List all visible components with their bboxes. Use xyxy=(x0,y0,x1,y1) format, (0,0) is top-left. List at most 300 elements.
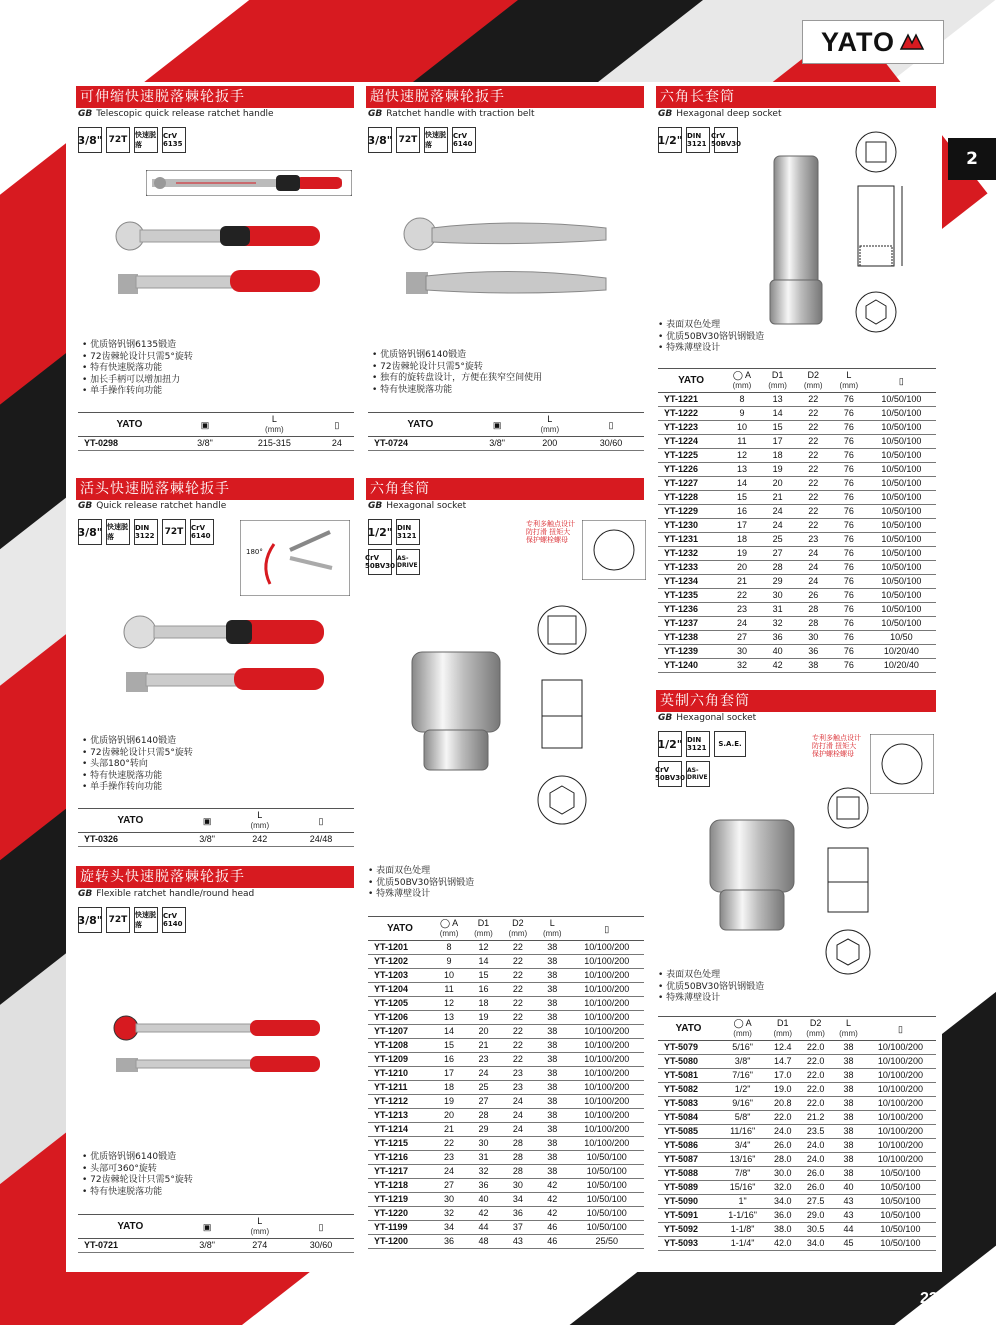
table-row xyxy=(658,477,936,491)
table-header xyxy=(78,413,354,437)
din-badge: DIN 3121 xyxy=(396,519,420,545)
table-row xyxy=(658,617,936,631)
length-value: 38 xyxy=(832,1111,865,1125)
package-qty: 10/100/200 xyxy=(569,983,644,997)
size-a: 3/4" xyxy=(719,1139,766,1153)
table-header xyxy=(368,917,644,941)
length-value: 76 xyxy=(831,477,867,491)
features-list xyxy=(658,320,764,355)
table-row xyxy=(658,589,936,603)
drive-badge: 3/8" xyxy=(368,127,392,153)
d2-value: 27.5 xyxy=(799,1195,832,1209)
d2-value: 29.0 xyxy=(799,1209,832,1223)
package-qty: 24 xyxy=(320,437,354,451)
length-value: 274 xyxy=(232,1239,288,1253)
package-qty: 10/100/200 xyxy=(569,1025,644,1039)
product-code: YT-1199 xyxy=(368,1221,432,1235)
gb-label: GB xyxy=(78,501,93,511)
d1-value: 28 xyxy=(760,561,796,575)
drive-badge: 1/2" xyxy=(368,519,392,545)
spec-badges xyxy=(365,519,438,575)
drive-size: 3/8" xyxy=(181,437,229,451)
d2-value: 22 xyxy=(795,505,831,519)
size-a: 20 xyxy=(432,1109,466,1123)
package-qty: 10/100/200 xyxy=(865,1069,936,1083)
d1-value: 14.7 xyxy=(766,1055,799,1069)
drive-badge: 1/2" xyxy=(658,127,682,153)
product-code: YT-1234 xyxy=(658,575,724,589)
table-row xyxy=(368,1193,644,1207)
length-value: 38 xyxy=(535,983,569,997)
product-code: YT-5090 xyxy=(658,1195,719,1209)
d1-value: 12 xyxy=(466,941,500,955)
size-a: 1-1/8" xyxy=(719,1223,766,1237)
as-drive-badge: AS-DRIVE xyxy=(396,549,420,575)
table-row xyxy=(368,1109,644,1123)
product-code: YT-1202 xyxy=(368,955,432,969)
table-row xyxy=(658,1097,936,1111)
quick-release-badge: 快速脱落 xyxy=(134,127,158,153)
package-qty: 10/50/100 xyxy=(569,1207,644,1221)
length-value: 242 xyxy=(232,833,288,847)
spec-badges xyxy=(78,127,354,153)
d2-value: 22.0 xyxy=(799,1041,832,1055)
flexible-ratchet-image xyxy=(110,1010,330,1080)
page-number: 23 xyxy=(920,1290,938,1307)
size-a: 19 xyxy=(432,1095,466,1109)
teeth-badge: 72T xyxy=(106,907,130,933)
size-a: 13/16" xyxy=(719,1153,766,1167)
package-qty: 10/50/100 xyxy=(569,1151,644,1165)
callout-text: 专利多触点设计 防打滑 扭矩大 保护螺栓螺母 xyxy=(526,520,575,544)
section-subtitle xyxy=(76,108,354,121)
crv-badge: CrV 6135 xyxy=(162,127,186,153)
package-qty: 10/100/200 xyxy=(569,1039,644,1053)
section-subtitle xyxy=(656,108,936,121)
table-row xyxy=(658,645,936,659)
length-label: L xyxy=(547,414,553,424)
crv-badge: CrV 6140 xyxy=(190,519,214,545)
d2-value: 22.0 xyxy=(799,1055,832,1069)
package-qty: 10/50/100 xyxy=(865,1181,936,1195)
english-title: Ratchet handle with traction belt xyxy=(386,109,535,119)
section-flexible-ratchet xyxy=(76,866,354,933)
quick-release-badge: 快速脱落 xyxy=(106,519,130,545)
d1-value: 44 xyxy=(466,1221,500,1235)
package-qty: 10/100/200 xyxy=(569,1123,644,1137)
brand-header xyxy=(78,1215,183,1239)
crv-badge: CrV 6140 xyxy=(162,907,186,933)
product-code: YT-1214 xyxy=(368,1123,432,1137)
product-code: YT-5087 xyxy=(658,1153,719,1167)
product-code: YT-1208 xyxy=(368,1039,432,1053)
size-a: 1-1/16" xyxy=(719,1209,766,1223)
spec-table xyxy=(78,412,354,451)
package-qty: 10/50/100 xyxy=(867,393,936,407)
table-row xyxy=(368,1221,644,1235)
english-title: Telescopic quick release ratchet handle xyxy=(96,109,274,119)
drive-badge: 1/2" xyxy=(658,731,682,757)
size-a: 17 xyxy=(432,1067,466,1081)
length-value: 38 xyxy=(832,1139,865,1153)
feature-item: • 特有快速脱落功能 xyxy=(82,1187,193,1199)
hex-socket-diagram xyxy=(516,600,616,840)
length-value: 76 xyxy=(831,519,867,533)
drive-header: ▣ xyxy=(181,413,229,437)
product-code: YT-1203 xyxy=(368,969,432,983)
spec-table xyxy=(368,412,644,451)
size-a: 19 xyxy=(724,547,760,561)
d2-value: 30 xyxy=(795,631,831,645)
length-value: 38 xyxy=(832,1125,865,1139)
brand-header xyxy=(78,413,181,437)
package-icon: ▯ xyxy=(288,1215,354,1239)
length-value: 76 xyxy=(831,547,867,561)
size-a: 15 xyxy=(432,1039,466,1053)
quick-release-ratchet-image xyxy=(116,612,336,696)
unit-label: (mm) xyxy=(250,821,270,830)
column-header-a: ◯ A (mm) xyxy=(432,917,466,941)
product-code: YT-1231 xyxy=(658,533,724,547)
package-qty: 10/100/200 xyxy=(865,1153,936,1167)
table-row xyxy=(368,1179,644,1193)
package-qty: 10/100/200 xyxy=(865,1055,936,1069)
package-qty: 10/50/100 xyxy=(867,421,936,435)
traction-ratchet-image xyxy=(396,210,626,310)
product-code: YT-1206 xyxy=(368,1011,432,1025)
d2-value: 26.0 xyxy=(799,1167,832,1181)
package-qty: 10/50/100 xyxy=(569,1221,644,1235)
package-qty: 10/50/100 xyxy=(865,1167,936,1181)
product-code: YT-1205 xyxy=(368,997,432,1011)
section-title: 可伸缩快速脱落棘轮扳手 xyxy=(76,86,354,108)
size-a: 13 xyxy=(432,1011,466,1025)
length-value: 76 xyxy=(831,393,867,407)
table-row xyxy=(658,1041,936,1055)
length-value: 38 xyxy=(535,997,569,1011)
feature-item: • 单手操作转向功能 xyxy=(82,782,193,794)
size-a: 9 xyxy=(432,955,466,969)
d2-value: 23 xyxy=(795,533,831,547)
feature-item: • 特殊薄壁设计 xyxy=(658,343,764,355)
size-a: 5/8" xyxy=(719,1111,766,1125)
drive-size: 3/8" xyxy=(183,833,232,847)
table-row xyxy=(658,505,936,519)
package-qty: 30/60 xyxy=(578,437,644,451)
d1-value: 24.0 xyxy=(766,1125,799,1139)
size-a: 27 xyxy=(432,1179,466,1193)
product-code: YT-1215 xyxy=(368,1137,432,1151)
din-badge: DIN 3121 xyxy=(686,731,710,757)
product-code: YT-1228 xyxy=(658,491,724,505)
table-row xyxy=(658,1125,936,1139)
d2-value: 30.5 xyxy=(799,1223,832,1237)
length-value: 38 xyxy=(535,969,569,983)
page-category: 套筒及组套 xyxy=(68,44,134,59)
d2-value: 43 xyxy=(501,1235,535,1249)
product-code: YT-1230 xyxy=(658,519,724,533)
size-a: 27 xyxy=(724,631,760,645)
package-qty: 10/50/100 xyxy=(867,505,936,519)
package-qty: 10/50/100 xyxy=(867,477,936,491)
features-list xyxy=(368,866,474,901)
feature-item: • 特有快速脱落功能 xyxy=(372,385,542,397)
brand-label: YATO xyxy=(116,419,143,430)
gb-label: GB xyxy=(658,713,673,723)
d1-value: 24 xyxy=(760,505,796,519)
rotation-angle: 180° xyxy=(246,548,263,556)
size-a: 22 xyxy=(724,589,760,603)
spec-table xyxy=(658,368,936,673)
length-value: 76 xyxy=(831,421,867,435)
size-a: 20 xyxy=(724,561,760,575)
d1-value: 24 xyxy=(466,1067,500,1081)
package-qty: 10/100/200 xyxy=(569,969,644,983)
length-value: 45 xyxy=(832,1237,865,1251)
table-row xyxy=(658,547,936,561)
d2-value: 28 xyxy=(501,1151,535,1165)
d1-value: 28.0 xyxy=(766,1153,799,1167)
length-header xyxy=(232,1215,288,1239)
package-qty: 10/100/200 xyxy=(569,941,644,955)
length-value: 76 xyxy=(831,589,867,603)
d1-value: 28 xyxy=(466,1109,500,1123)
d1-value: 36 xyxy=(466,1179,500,1193)
length-value: 76 xyxy=(831,659,867,673)
table-row xyxy=(658,1069,936,1083)
feature-item: • 表面双色处理 xyxy=(658,320,764,332)
length-value: 200 xyxy=(522,437,578,451)
product-code: YT-5091 xyxy=(658,1209,719,1223)
d1-value: 42 xyxy=(760,659,796,673)
length-value: 40 xyxy=(832,1181,865,1195)
logo-text: YATO xyxy=(820,26,896,57)
d1-value: 40 xyxy=(760,645,796,659)
package-qty: 10/50/100 xyxy=(867,449,936,463)
product-code: YT-5082 xyxy=(658,1083,719,1097)
table-row xyxy=(658,659,936,673)
length-value: 76 xyxy=(831,575,867,589)
package-qty: 10/100/200 xyxy=(865,1083,936,1097)
d1-value: 24 xyxy=(760,519,796,533)
spec-badges xyxy=(78,907,354,933)
table-row xyxy=(368,1081,644,1095)
unit-label: (mm) xyxy=(250,1227,270,1236)
length-value: 76 xyxy=(831,463,867,477)
table-row xyxy=(368,955,644,969)
length-value: 42 xyxy=(535,1179,569,1193)
package-qty: 10/20/40 xyxy=(867,645,936,659)
feature-item: • 特殊薄壁设计 xyxy=(368,889,474,901)
drive-badge: 3/8" xyxy=(78,127,102,153)
hex-socket-image xyxy=(408,646,504,776)
product-code: YT-1235 xyxy=(658,589,724,603)
size-a: 8 xyxy=(432,941,466,955)
d1-value: 32 xyxy=(466,1165,500,1179)
d1-value: 31 xyxy=(760,603,796,617)
size-a: 23 xyxy=(724,603,760,617)
length-value: 38 xyxy=(535,1039,569,1053)
size-a: 21 xyxy=(724,575,760,589)
feature-item: • 特有快速脱落功能 xyxy=(82,363,193,375)
d1-value: 16 xyxy=(466,983,500,997)
package-qty: 10/50/100 xyxy=(865,1237,936,1251)
d1-value: 31 xyxy=(466,1151,500,1165)
d2-value: 22 xyxy=(501,1025,535,1039)
product-code: YT-1207 xyxy=(368,1025,432,1039)
table-row xyxy=(368,437,644,451)
d2-value: 22 xyxy=(501,997,535,1011)
d2-value: 22 xyxy=(501,1053,535,1067)
table-header xyxy=(368,413,644,437)
d1-value: 20.8 xyxy=(766,1097,799,1111)
d1-value: 32 xyxy=(760,617,796,631)
feature-item: • 优质铬钒钢6135锻造 xyxy=(82,340,193,352)
feature-item: • 优质50BV30铬钒钢锻造 xyxy=(658,332,764,344)
feature-item: • 72齿棘轮设计只需5°旋转 xyxy=(82,1175,193,1187)
din-badge: DIN 3122 xyxy=(134,519,158,545)
english-title: Hexagonal socket xyxy=(386,501,467,511)
d2-value: 22 xyxy=(501,1039,535,1053)
product-code: YT-1233 xyxy=(658,561,724,575)
table-row xyxy=(658,1223,936,1237)
package-qty: 10/100/200 xyxy=(865,1125,936,1139)
product-code: YT-5088 xyxy=(658,1167,719,1181)
sae-badge: S.A.E. xyxy=(714,731,746,757)
table-row xyxy=(658,491,936,505)
size-a: 24 xyxy=(432,1165,466,1179)
table-row xyxy=(368,1137,644,1151)
d1-value: 17 xyxy=(760,435,796,449)
features-list xyxy=(82,340,193,398)
d2-value: 36 xyxy=(795,645,831,659)
length-value: 38 xyxy=(832,1153,865,1167)
product-code: YT-1239 xyxy=(658,645,724,659)
length-value: 76 xyxy=(831,561,867,575)
length-value: 46 xyxy=(535,1235,569,1249)
d1-value: 18 xyxy=(760,449,796,463)
section-title: 旋转头快速脱落棘轮扳手 xyxy=(76,866,354,888)
column-header-d2: D2 (mm) xyxy=(501,917,535,941)
d1-value: 22.0 xyxy=(766,1111,799,1125)
d1-value: 40 xyxy=(466,1193,500,1207)
product-code: YT-1227 xyxy=(658,477,724,491)
length-value: 76 xyxy=(831,449,867,463)
product-code: YT-5093 xyxy=(658,1237,719,1251)
d2-value: 37 xyxy=(501,1221,535,1235)
table-row xyxy=(658,449,936,463)
size-a: 34 xyxy=(432,1221,466,1235)
table-row xyxy=(78,437,354,451)
section-subtitle xyxy=(656,712,936,725)
d1-value: 34.0 xyxy=(766,1195,799,1209)
length-value: 38 xyxy=(535,941,569,955)
length-header xyxy=(232,809,288,833)
package-qty: 10/100/200 xyxy=(569,955,644,969)
size-a: 1-1/4" xyxy=(719,1237,766,1251)
d1-value: 27 xyxy=(760,547,796,561)
package-qty: 10/50/100 xyxy=(867,589,936,603)
length-header xyxy=(522,413,578,437)
d1-value: 21 xyxy=(760,491,796,505)
drive-header: ▣ xyxy=(183,809,232,833)
yato-logo xyxy=(802,20,944,64)
d2-value: 22 xyxy=(501,969,535,983)
table-row xyxy=(658,575,936,589)
product-code: YT-1237 xyxy=(658,617,724,631)
package-qty: 24/48 xyxy=(288,833,354,847)
length-value: 43 xyxy=(832,1195,865,1209)
d2-value: 22 xyxy=(501,955,535,969)
size-a: 32 xyxy=(432,1207,466,1221)
d2-value: 22 xyxy=(795,463,831,477)
size-a: 11 xyxy=(724,435,760,449)
crv-badge: CrV 6140 xyxy=(452,127,476,153)
gb-label: GB xyxy=(368,109,383,119)
table-row xyxy=(78,833,354,847)
size-a: 9 xyxy=(724,407,760,421)
table-row xyxy=(658,1237,936,1251)
length-value: 215-315 xyxy=(229,437,320,451)
sae-socket-diagram xyxy=(810,776,890,996)
d2-value: 22 xyxy=(795,491,831,505)
package-qty: 10/50/100 xyxy=(867,533,936,547)
d2-value: 24 xyxy=(501,1109,535,1123)
teeth-badge: 72T xyxy=(396,127,420,153)
d2-value: 24 xyxy=(795,575,831,589)
d1-value: 29 xyxy=(760,575,796,589)
brand-label: YATO xyxy=(678,375,705,386)
package-qty: 10/50 xyxy=(867,631,936,645)
length-value: 38 xyxy=(535,1151,569,1165)
d2-value: 24 xyxy=(795,547,831,561)
length-value: 38 xyxy=(832,1055,865,1069)
size-a: 10 xyxy=(432,969,466,983)
length-value: 38 xyxy=(535,1067,569,1081)
d2-value: 28 xyxy=(501,1137,535,1151)
table-row xyxy=(368,1067,644,1081)
feature-item: • 加长手柄可以增加扭力 xyxy=(82,375,193,387)
section-title: 六角长套筒 xyxy=(656,86,936,108)
package-qty: 10/50/100 xyxy=(867,603,936,617)
table-row xyxy=(658,603,936,617)
product-code: YT-1210 xyxy=(368,1067,432,1081)
drive-badge: 3/8" xyxy=(78,519,102,545)
package-icon: ▯ xyxy=(569,917,644,941)
size-a: 1/2" xyxy=(719,1083,766,1097)
package-qty: 10/100/200 xyxy=(569,1011,644,1025)
size-a: 13 xyxy=(724,463,760,477)
d1-value: 20 xyxy=(760,477,796,491)
length-value: 38 xyxy=(535,1137,569,1151)
product-code: YT-1204 xyxy=(368,983,432,997)
package-qty: 10/50/100 xyxy=(867,617,936,631)
feature-item: • 单手操作转向功能 xyxy=(82,386,193,398)
column-header-l: L (mm) xyxy=(535,917,569,941)
section-subtitle xyxy=(366,500,644,513)
package-qty: 10/20/40 xyxy=(867,659,936,673)
column-header-d1: D1 (mm) xyxy=(760,369,796,393)
feature-item: • 优质铬钒钢6140锻造 xyxy=(372,350,542,362)
column-header-l: L (mm) xyxy=(831,369,867,393)
table-header xyxy=(78,809,354,833)
d2-value: 30 xyxy=(501,1179,535,1193)
product-code: YT-0298 xyxy=(78,437,181,451)
product-code: YT-1217 xyxy=(368,1165,432,1179)
size-a: 11 xyxy=(432,983,466,997)
gb-label: GB xyxy=(368,501,383,511)
brand-header xyxy=(658,369,724,393)
